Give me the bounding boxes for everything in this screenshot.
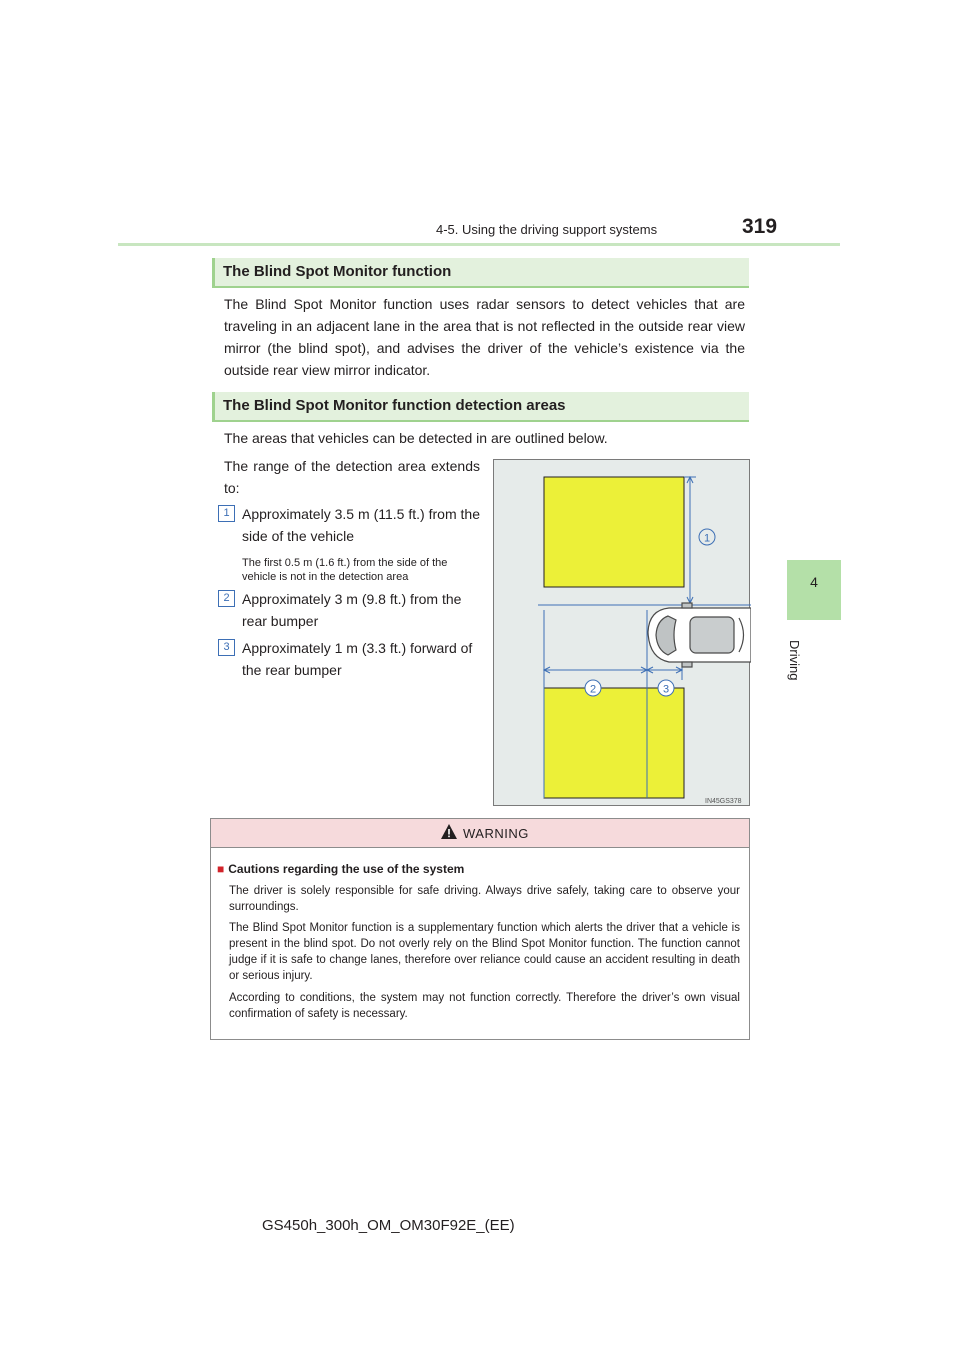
figure-label-1-text: 1 bbox=[703, 532, 711, 545]
item-note-1: The first 0.5 m (1.6 ft.) from the side of the vehicle is not in the detection area bbox=[242, 557, 448, 583]
footer-manual-code: GS450h_300h_OM_OM30F92E_(EE) bbox=[262, 1217, 515, 1234]
square-bullet-icon: ■ bbox=[217, 862, 225, 876]
header-rule bbox=[118, 243, 840, 246]
item-number-2: 2 bbox=[218, 590, 235, 607]
warning-title: WARNING bbox=[463, 826, 529, 841]
warning-triangle-icon bbox=[440, 823, 458, 840]
detection-intro: The areas that vehicles can be detected in are outlined below. bbox=[224, 430, 608, 446]
range-intro: The range of the detection area extends to: bbox=[224, 458, 480, 496]
section-heading-text: The Blind Spot Monitor function detection areas bbox=[223, 397, 566, 414]
detection-zone-upper bbox=[544, 477, 684, 587]
warning-paragraph-2: The Blind Spot Monitor function is a supplementary function which alerts the driver that a vehicle is present in the blind spot. Do not overly rely on the Blind Spot Monitor function. The function cannot judge if it is safe to change lanes, therefore over reliance could cause an accident resulting in death or serious injury. bbox=[229, 922, 740, 982]
item-number-3: 3 bbox=[218, 639, 235, 656]
section-body-paragraph: The Blind Spot Monitor function uses radar sensors to detect vehicles that are traveling in an adjacent lane in the area that is not reflected in the outside rear view mirror (the blind spot), and advises the driver of the vehicle’s existence via the outside rear view mirror indicator. bbox=[224, 296, 745, 378]
warning-box bbox=[210, 818, 750, 1040]
warning-paragraph-1: The driver is solely responsible for safe driving. Always drive safely, taking care to observe your surroundings. bbox=[229, 885, 740, 913]
section-header: 4-5. Using the driving support systems bbox=[436, 222, 658, 237]
warning-subheading bbox=[217, 862, 464, 876]
section-heading-bsm-function bbox=[212, 258, 749, 288]
section-heading-text: The Blind Spot Monitor function bbox=[223, 263, 452, 280]
figure-label-2-text: 2 bbox=[589, 683, 597, 696]
chapter-tab bbox=[787, 560, 841, 620]
chapter-number: 4 bbox=[810, 574, 818, 590]
page-number: 319 bbox=[742, 215, 778, 238]
item-text-1: Approximately 3.5 m (11.5 ft.) from the side of the vehicle bbox=[242, 506, 480, 544]
detection-area-figure bbox=[493, 459, 750, 806]
figure-code: IN45GS378 bbox=[705, 798, 742, 805]
item-text-3: Approximately 1 m (3.3 ft.) forward of the rear bumper bbox=[242, 640, 473, 678]
detection-area-diagram bbox=[494, 460, 751, 807]
warning-header bbox=[211, 819, 749, 848]
section-heading-detection-areas bbox=[212, 392, 749, 422]
chapter-label-text: Driving bbox=[787, 640, 802, 681]
warning-subheading-text: Cautions regarding the use of the system bbox=[228, 862, 465, 876]
car-top-view bbox=[648, 603, 751, 667]
chapter-label bbox=[782, 640, 842, 690]
warning-paragraph-3: According to conditions, the system may not function correctly. Therefore the driver’s own visual confirmation of safety is necessary. bbox=[229, 992, 740, 1020]
figure-label-3 bbox=[658, 680, 674, 696]
figure-label-3-text: 3 bbox=[662, 683, 670, 696]
item-number-1: 1 bbox=[218, 505, 235, 522]
item-text-2: Approximately 3 m (9.8 ft.) from the rear bumper bbox=[242, 591, 462, 629]
figure-label-2 bbox=[585, 680, 601, 696]
figure-label-1 bbox=[699, 529, 715, 545]
detection-zone-lower bbox=[544, 688, 684, 798]
